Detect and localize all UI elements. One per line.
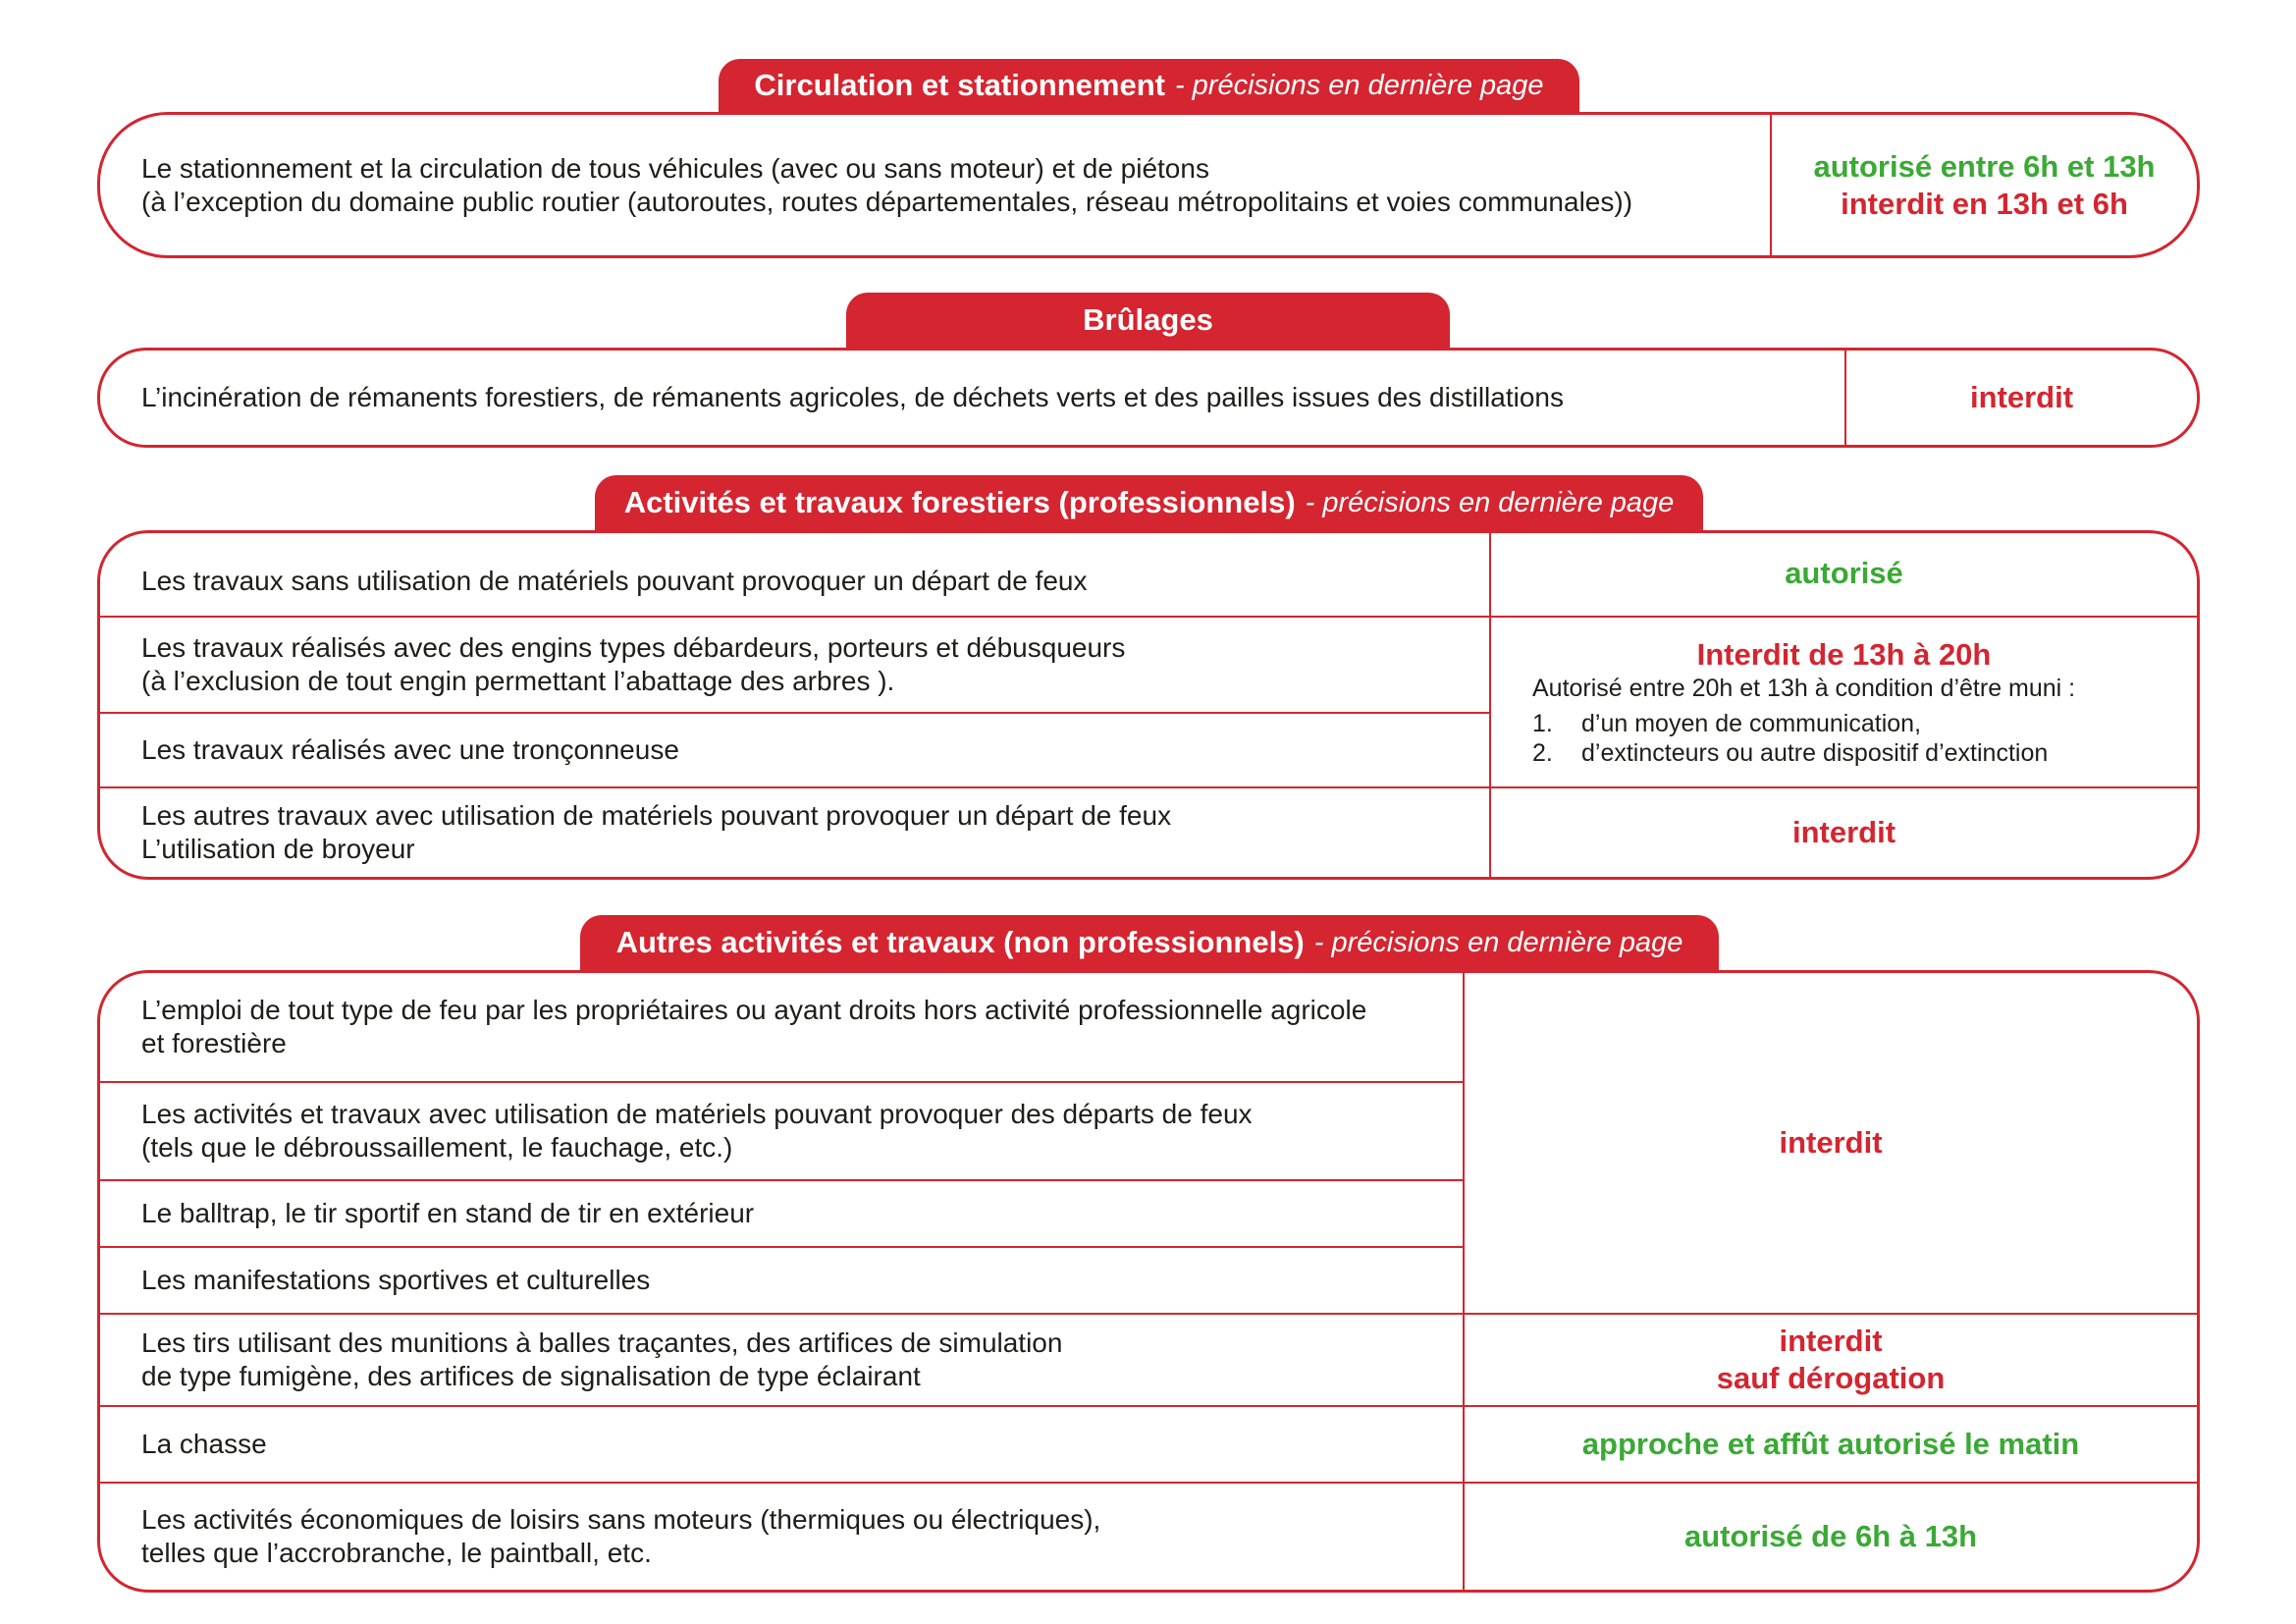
status-forbidden: interdit	[1791, 815, 1896, 849]
status-cell	[1465, 1407, 2197, 1482]
section-box-circulation	[97, 112, 2200, 258]
row-text: (à l’exception du domaine public routier (autoroutes, routes départementales, réseau métropolitains et voies communales))	[141, 186, 1633, 217]
section-subtitle: - précisions en dernière page	[1313, 926, 1683, 958]
row-text: telles que l’accrobranche, le paintball, etc.	[141, 1538, 652, 1568]
list-number: 2.	[1532, 739, 1553, 767]
row-text: L’emploi de tout type de feu par les propriétaires ou ayant droits hors activité professionnelle agricole	[141, 995, 1367, 1025]
row-text: et forestière	[141, 1028, 287, 1058]
section-title: Activités et travaux forestiers (professionnels)	[623, 485, 1296, 519]
table-row	[100, 1484, 1463, 1590]
status-cell	[1465, 1315, 2197, 1405]
list-item	[1532, 738, 2048, 768]
section-tab-brulages	[846, 293, 1450, 348]
section-tab-forestiers	[595, 475, 1703, 530]
status-allowed: autorisé de 6h à 13h	[1683, 1519, 1978, 1553]
row-text: La chasse	[141, 1429, 267, 1459]
column-divider	[1489, 533, 1491, 877]
status-exception: sauf dérogation	[1716, 1361, 1946, 1395]
column-divider	[1463, 973, 1465, 1590]
status-forbidden: interdit	[1779, 1125, 1883, 1160]
row-text: Les autres travaux avec utilisation de matériels pouvant provoquer un départ de feux	[141, 800, 1172, 831]
row-text: Les tirs utilisant des munitions à balles traçantes, des artifices de simulation	[141, 1327, 1063, 1358]
status-cell	[1465, 973, 2197, 1313]
table-row	[100, 1181, 1463, 1246]
row-text: Le balltrap, le tir sportif en stand de tir en extérieur	[141, 1198, 755, 1228]
section-box-forestiers	[97, 530, 2200, 880]
row-text: Les travaux sans utilisation de matériels pouvant provoquer un départ de feux	[141, 566, 1088, 596]
row-text: (à l’exclusion de tout engin permettant l’abattage des arbres ).	[141, 666, 895, 696]
table-row	[100, 973, 1463, 1081]
status-allowed: approche et affût autorisé le matin	[1581, 1427, 2080, 1461]
section-tab-autres	[580, 915, 1719, 970]
status-allowed: autorisé	[1785, 556, 1903, 590]
status-forbidden: interdit en 13h et 6h	[1841, 186, 2128, 221]
table-row	[100, 533, 1489, 616]
status-cell	[1772, 115, 2197, 255]
table-row	[100, 1315, 1463, 1405]
list-text: d’extincteurs ou autre dispositif d’extinction	[1581, 739, 2049, 767]
status-cell	[1846, 351, 2197, 445]
table-row	[100, 1407, 1463, 1482]
row-text: L’incinération de rémanents forestiers, de rémanents agricoles, de déchets verts et des pailles issues des distillations	[141, 382, 1564, 412]
row-text: Les travaux réalisés avec une tronçonneuse	[141, 734, 679, 765]
row-text: (tels que le débroussaillement, le fauchage, etc.)	[141, 1132, 733, 1163]
status-cell	[1491, 533, 2197, 616]
table-row	[100, 618, 1489, 712]
condition-note: Autorisé entre 20h et 13h à condition d’être muni :	[1532, 675, 2076, 702]
status-forbidden: interdit	[1779, 1324, 1883, 1358]
list-number: 1.	[1532, 710, 1553, 737]
status-forbidden: interdit	[1969, 380, 2074, 414]
table-row	[100, 1248, 1463, 1313]
row-text: Le stationnement et la circulation de tous véhicules (avec ou sans moteur) et de piétons	[141, 152, 1209, 184]
section-subtitle: - précisions en dernière page	[1174, 69, 1544, 101]
section-subtitle: - précisions en dernière page	[1305, 486, 1675, 518]
row-text: L’utilisation de broyeur	[141, 834, 415, 864]
table-row	[100, 1083, 1463, 1179]
table-row	[100, 351, 1843, 445]
section-tab-circulation	[719, 59, 1579, 112]
table-row	[100, 788, 1489, 877]
status-forbidden: Interdit de 13h à 20h	[1696, 637, 1992, 672]
condition-list	[1532, 709, 2048, 768]
row-text: Les activités économiques de loisirs sans moteurs (thermiques ou électriques),	[141, 1504, 1101, 1535]
row-text: de type fumigène, des artifices de signalisation de type éclairant	[141, 1361, 921, 1391]
status-cell	[1491, 618, 2197, 786]
table-row	[100, 115, 1769, 255]
table-row	[100, 714, 1489, 786]
status-cell	[1465, 1484, 2197, 1590]
row-text: Les activités et travaux avec utilisation de matériels pouvant provoquer des départs de feux	[141, 1099, 1253, 1129]
status-allowed: autorisé entre 6h et 13h	[1813, 148, 2156, 184]
section-box-autres	[97, 970, 2200, 1593]
status-cell	[1491, 788, 2197, 877]
list-item	[1532, 709, 2048, 738]
section-title: Circulation et stationnement	[754, 68, 1165, 102]
row-text: Les travaux réalisés avec des engins types débardeurs, porteurs et débusqueurs	[141, 632, 1126, 663]
section-box-brulages	[97, 348, 2200, 448]
list-text: d’un moyen de communication,	[1581, 710, 1922, 737]
section-title: Autres activités et travaux (non professionnels)	[615, 925, 1305, 959]
section-title: Brûlages	[1083, 302, 1213, 337]
row-text: Les manifestations sportives et culturelles	[141, 1265, 651, 1295]
